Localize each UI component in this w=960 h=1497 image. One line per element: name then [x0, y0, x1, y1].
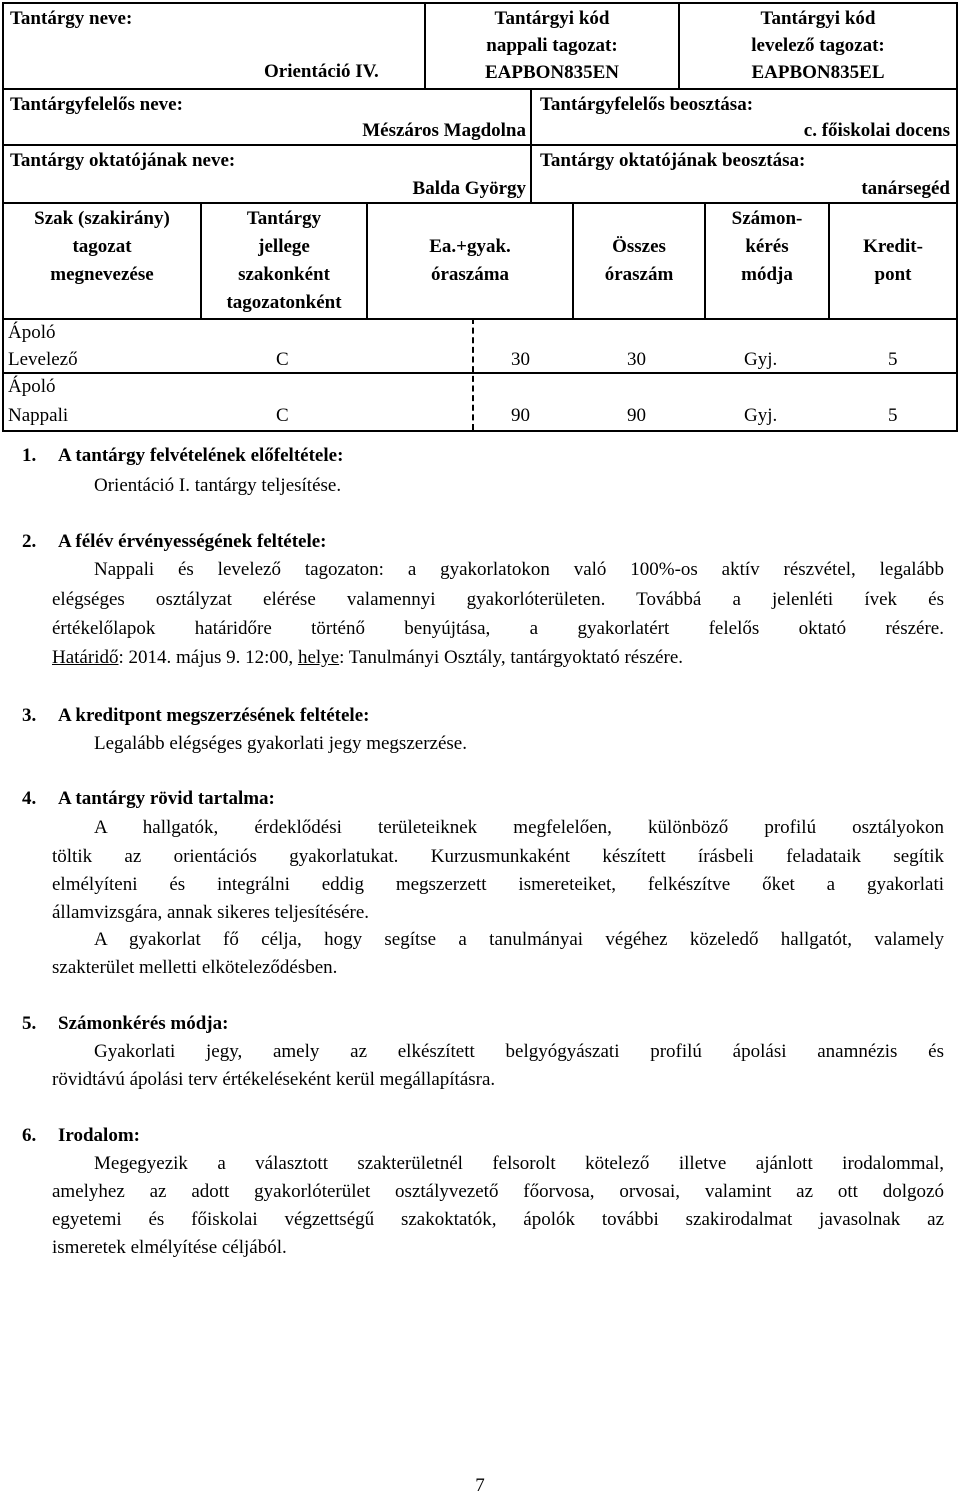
table-separator — [2, 372, 958, 374]
section-title: A félév érvényességének feltétele: — [58, 531, 327, 552]
row-type: C — [276, 349, 289, 370]
header-credit-2: pont — [874, 264, 912, 285]
section-number: 3. — [22, 705, 37, 726]
header-type-2: jellege — [258, 236, 310, 257]
responsible-position-label: Tantárgyfelelős beosztása: — [540, 94, 754, 115]
table-separator — [828, 202, 830, 318]
code-correspondence-label-2: levelező tagozat: — [751, 35, 885, 56]
code-day-label-2: nappali tagozat: — [486, 35, 618, 56]
deadline-line — [52, 647, 683, 669]
section-line: értékelőlapok határidőre történő benyújtása, a gyakorlatért felelős oktató részére. — [52, 618, 944, 639]
row-mode: Levelező — [8, 349, 78, 370]
responsible-position: c. főiskolai docens — [803, 120, 950, 141]
section-text: Orientáció I. tantárgy teljesítése. — [94, 475, 342, 496]
section-title: A tantárgy felvételének előfeltétele: — [58, 445, 344, 466]
row-exam: Gyj. — [744, 349, 778, 370]
section-title: Irodalom: — [58, 1125, 140, 1146]
subject-name-label: Tantárgy neve: — [10, 8, 133, 29]
code-correspondence-label-1: Tantárgyi kód — [760, 8, 876, 29]
responsible-name: Mészáros Magdolna — [362, 120, 526, 141]
section-line: szakterület melletti elköteleződésben. — [52, 957, 338, 978]
instructor-label: Tantárgy oktatójának neve: — [10, 150, 236, 171]
deadline-label: Határidő — [52, 647, 119, 668]
code-correspondence-value: EAPBON835EL — [751, 62, 885, 83]
section-line: töltik az orientációs gyakorlatukat. Kurzusmunkaként készített írásbeli feladataik segítik — [52, 846, 944, 867]
responsible-label: Tantárgyfelelős neve: — [10, 94, 183, 115]
table-separator — [2, 202, 958, 204]
section-line: ismeretek elmélyítése céljából. — [52, 1237, 287, 1258]
header-type-1: Tantárgy — [246, 208, 322, 229]
section-line: elégséges osztályzat elérése valamennyi gyakorlóterületen. Továbbá a jelenléti ívek és — [52, 589, 944, 610]
section-line: rövidtávú ápolási terv értékeléseként kerül megállapításra. — [52, 1069, 496, 1090]
section-text: Legalább elégséges gyakorlati jegy megszerzése. — [94, 733, 467, 754]
header-major-2: tagozat — [72, 236, 132, 257]
row-total: 90 — [627, 405, 646, 426]
table-border-top — [2, 2, 958, 4]
table-separator — [2, 144, 958, 146]
section-line: A gyakorlat fő célja, hogy segítse a tanulmányai végéhez közeledő hallgatót, valamely — [94, 929, 944, 950]
header-total-2: óraszám — [604, 264, 674, 285]
header-major-1: Szak (szakirány) — [34, 208, 170, 229]
table-separator — [366, 202, 368, 318]
instructor-name: Balda György — [412, 178, 526, 199]
row-major: Ápoló — [8, 376, 56, 397]
row-mode: Nappali — [8, 405, 69, 426]
table-border-right — [956, 2, 958, 432]
section-line: amelyhez az adott gyakorlóterület osztályvezető főorvosa, orvosai, valamint az ott dolgozó — [52, 1181, 944, 1202]
section-title: Számonkérés módja: — [58, 1013, 229, 1034]
section-number: 2. — [22, 531, 37, 552]
header-type-4: tagozatonként — [226, 292, 342, 313]
section-line: A hallgatók, érdeklődési területeiknek megfelelően, különböző profilú osztályokon — [94, 817, 944, 838]
header-exam-2: kérés — [745, 236, 789, 257]
header-total-1: Összes — [612, 236, 666, 257]
place-value: : Tanulmányi Osztály, tantárgyoktató részére. — [339, 647, 683, 668]
table-dashed-separator — [472, 318, 474, 430]
header-exam-1: Számon- — [731, 208, 803, 229]
section-number: 4. — [22, 788, 37, 809]
header-hours-1: Ea.+gyak. — [429, 236, 511, 257]
header-hours-2: óraszáma — [430, 264, 510, 285]
section-number: 6. — [22, 1125, 37, 1146]
row-credit: 5 — [888, 349, 898, 370]
table-separator — [2, 318, 958, 320]
section-line: Gyakorlati jegy, amely az elkészített belgyógyászati profilú ápolási anamnézis és — [94, 1041, 944, 1062]
row-exam: Gyj. — [744, 405, 778, 426]
subject-name: Orientáció IV. — [264, 61, 379, 82]
place-label: helye — [297, 647, 340, 668]
table-separator — [2, 88, 958, 90]
header-credit-1: Kredit- — [863, 236, 923, 257]
section-title: A kreditpont megszerzésének feltétele: — [58, 705, 370, 726]
row-total: 30 — [627, 349, 646, 370]
deadline-value: : 2014. május 9. 12:00, — [118, 647, 298, 668]
header-major-3: megnevezése — [50, 264, 154, 285]
code-day-value: EAPBON835EN — [484, 62, 620, 83]
row-hours: 30 — [511, 349, 530, 370]
code-day-label-1: Tantárgyi kód — [494, 8, 610, 29]
row-type: C — [276, 405, 289, 426]
section-line: egyetemi és főiskolai végzettségű szakoktatók, ápolók további szakirodalmat javasolnak az — [52, 1209, 944, 1230]
instructor-position-label: Tantárgy oktatójának beosztása: — [540, 150, 806, 171]
page-number: 7 — [475, 1475, 485, 1496]
section-number: 1. — [22, 445, 37, 466]
section-line: Megegyezik a választott szakterületnél felsorolt kötelező illetve ajánlott irodalommal, — [94, 1153, 944, 1174]
instructor-position: tanársegéd — [861, 178, 950, 199]
table-separator — [530, 88, 532, 202]
row-major: Ápoló — [8, 322, 56, 343]
section-title: A tantárgy rövid tartalma: — [58, 788, 275, 809]
header-exam-3: módja — [741, 264, 793, 285]
row-hours: 90 — [511, 405, 530, 426]
table-separator — [572, 202, 574, 318]
row-credit: 5 — [888, 405, 898, 426]
header-type-3: szakonként — [238, 264, 330, 285]
section-number: 5. — [22, 1013, 37, 1034]
table-border-bottom — [2, 430, 958, 432]
section-line: Nappali és levelező tagozaton: a gyakorlatokon való 100%-os aktív részvétel, legalább — [94, 559, 944, 580]
section-line: államvizsgára, annak sikeres teljesítésére. — [52, 902, 370, 923]
section-line: elmélyíteni és integrálni eddig megszerzett ismereteiket, felkészítve őket a gyakorlati — [52, 874, 944, 895]
